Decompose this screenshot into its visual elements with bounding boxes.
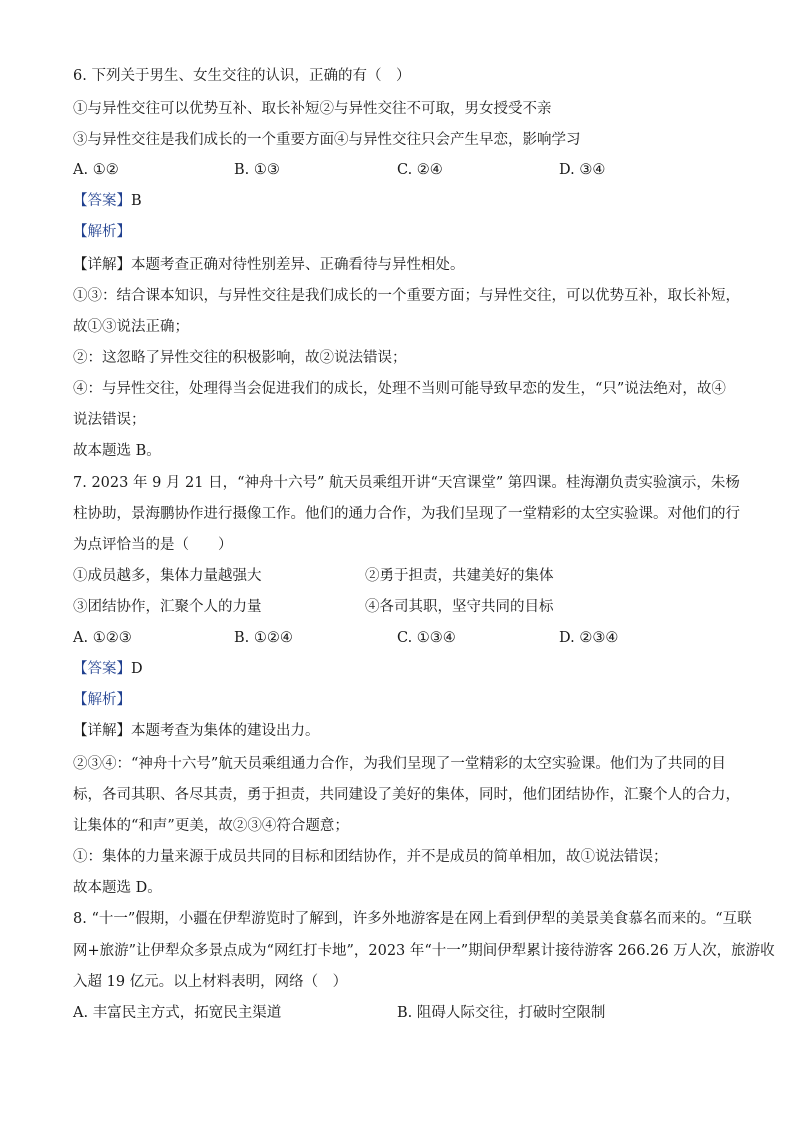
q8-option-a: A. 丰富民主方式，拓宽民主渠道	[73, 1005, 282, 1021]
q7-exp1-line1: ②③④：“神舟十六号”航天员乘组通力合作，为我们呈现了一堂精彩的太空实验课。他们为了共同的目	[73, 756, 726, 772]
q8-option-b: B. 阻碍人际交往，打破时空限制	[397, 1005, 606, 1021]
q7-items-row2	[73, 597, 723, 617]
q7-item-3: ③团结协作，汇聚个人的力量	[73, 599, 262, 615]
q7-stem-line1: 7. 2023 年 9 月 21 日，“神舟十六号” 航天员乘组开讲“天宫课堂” 第四课。桂海潮负责实验演示，朱杨	[73, 475, 740, 491]
q7-items-row1	[73, 566, 723, 586]
q6-option-b: B. ①③	[234, 162, 280, 178]
q6-exp1-line1: ①③：结合课本知识，与异性交往是我们成长的一个重要方面；与异性交往，可以优势互补，取长补短，	[73, 288, 740, 304]
q7-answer-value: D	[131, 661, 143, 677]
q6-analysis-tag: 【解析】	[73, 224, 131, 240]
q6-options	[73, 160, 723, 180]
q8-options	[73, 1003, 723, 1023]
q6-items-line1: ①与异性交往可以优势互补、取长补短②与异性交往不可取，男女授受不亲	[73, 101, 552, 117]
q8-stem-line1: 8. “十一”假期，小疆在伊犁游览时了解到，许多外地游客是在网上看到伊犁的美景美食慕名而来的。“互联	[73, 911, 752, 927]
q6-exp3-line1: ④：与异性交往，处理得当会促进我们的成长，处理不当则可能导致早恋的发生，“只”说法绝对，故④	[73, 381, 726, 397]
q7-answer-tag: 【答案】	[73, 661, 131, 677]
q7-detail-tag: 【详解】	[73, 723, 131, 739]
q7-option-d: D. ②③④	[559, 630, 619, 646]
q6-answer	[73, 191, 142, 211]
q7-item-2: ②勇于担责，共建美好的集体	[365, 568, 554, 584]
q7-item-1: ①成员越多，集体力量越强大	[73, 568, 262, 584]
q7-conclusion: 故本题选 D。	[73, 880, 162, 896]
q6-answer-tag: 【答案】	[73, 193, 131, 209]
q7-detail-text: 本题考查为集体的建设出力。	[131, 723, 320, 739]
q6-conclusion: 故本题选 B。	[73, 443, 161, 459]
q6-detail-text: 本题考查正确对待性别差异、正确看待与异性相处。	[131, 257, 465, 273]
q8-stem-line2: 网+旅游”让伊犁众多景点成为“网红打卡地”，2023 年“十一”期间伊犁累计接待游客 266.26 万人次，旅游收	[73, 943, 775, 959]
q7-answer	[73, 659, 143, 679]
q7-detail	[73, 721, 320, 741]
q7-options	[73, 628, 723, 648]
q7-analysis-tag: 【解析】	[73, 692, 131, 708]
q6-items-line2: ③与异性交往是我们成长的一个重要方面④与异性交往只会产生早恋，影响学习	[73, 132, 581, 148]
q7-exp1-line2: 标，各司其职、各尽其责，勇于担责，共同建设了美好的集体，同时，他们团结协作，汇聚个人的合力，	[73, 787, 740, 803]
q6-option-d: D. ③④	[559, 162, 606, 178]
q7-stem-line2: 柱协助，景海鹏协作进行摄像工作。他们的通力合作，为我们呈现了一堂精彩的太空实验课。对他们的行	[73, 506, 740, 522]
q6-stem: 6. 下列关于男生、女生交往的认识，正确的有（ ）	[73, 68, 411, 84]
q6-exp2: ②：这忽略了异性交往的积极影响，故②说法错误；	[73, 350, 407, 366]
q6-option-c: C. ②④	[397, 162, 443, 178]
q6-exp1-line2: 故①③说法正确；	[73, 319, 189, 335]
q8-stem-line3: 入超 19 亿元。以上材料表明，网络（ ）	[73, 974, 348, 990]
q7-option-b: B. ①②④	[234, 630, 293, 646]
q6-detail	[73, 255, 465, 275]
q7-exp1-line3: 让集体的“和声”更美，故②③④符合题意；	[73, 818, 349, 834]
q6-exp3-line2: 说法错误；	[73, 412, 146, 428]
q6-answer-value: B	[131, 193, 142, 209]
q7-option-c: C. ①③④	[397, 630, 456, 646]
q7-option-a: A. ①②③	[73, 630, 132, 646]
q7-item-4: ④各司其职，坚守共同的目标	[365, 599, 554, 615]
q6-detail-tag: 【详解】	[73, 257, 131, 273]
q7-stem-line3: 为点评恰当的是（ ）	[73, 537, 233, 553]
q6-option-a: A. ①②	[73, 162, 119, 178]
q7-exp2: ①：集体的力量来源于成员共同的目标和团结协作，并不是成员的简单相加，故①说法错误；	[73, 849, 668, 865]
